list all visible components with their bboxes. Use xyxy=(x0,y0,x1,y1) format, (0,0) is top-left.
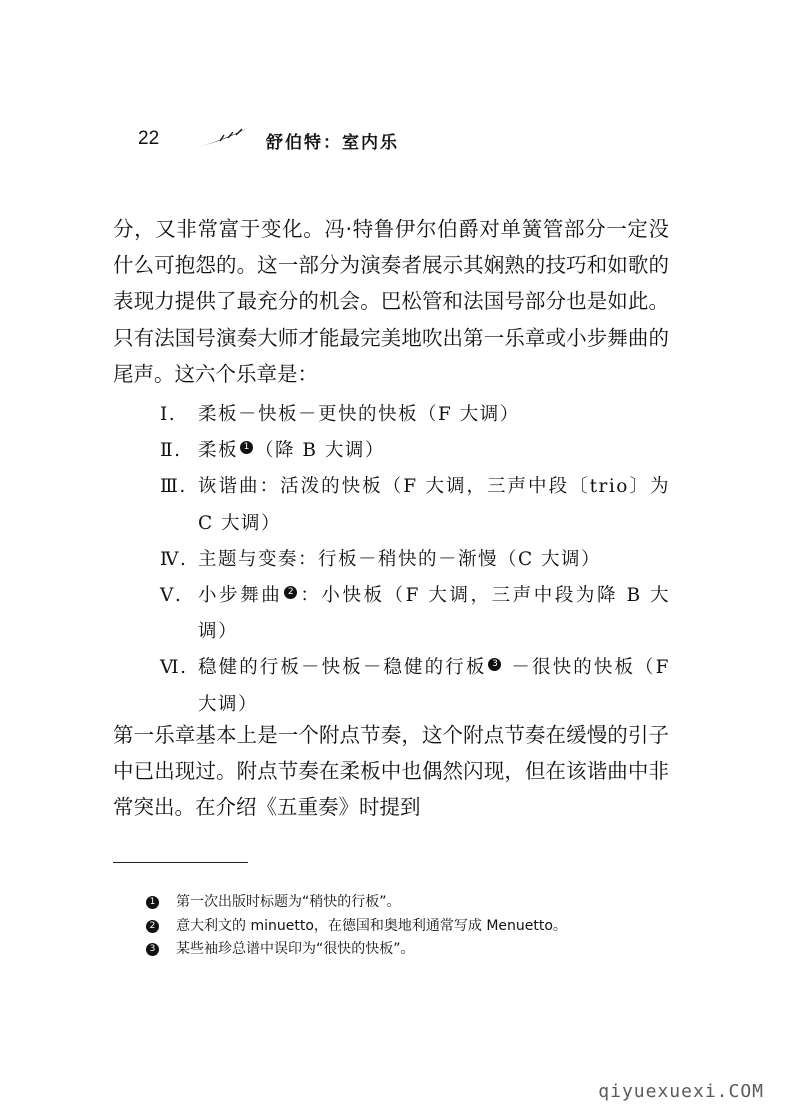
footnote-marker: 3 xyxy=(146,943,159,956)
movement-list xyxy=(160,397,670,723)
page-number: 22 xyxy=(138,128,160,149)
movement-item xyxy=(160,397,670,433)
footnote-marker: 1 xyxy=(146,896,159,909)
page-header xyxy=(138,126,558,158)
movement-item xyxy=(160,542,670,578)
footnote-reference: 1 xyxy=(240,441,253,454)
footnote-item xyxy=(146,915,567,939)
movement-item xyxy=(160,650,670,722)
footnote-list xyxy=(146,891,567,962)
movement-item xyxy=(160,433,670,469)
movement-text: 柔板－快板－更快的快板（F 大调） xyxy=(198,404,520,425)
movement-text: 主题与变奏：行板－稍快的－渐慢（C 大调） xyxy=(198,548,602,570)
site-watermark: qiyuexuexi.COM xyxy=(598,1081,764,1102)
footnote-reference: 3 xyxy=(488,658,501,671)
quill-icon xyxy=(200,126,250,148)
movement-numeral: Ⅳ. xyxy=(160,548,188,570)
movement-numeral: Ⅱ. xyxy=(160,440,182,462)
movement-text: 柔板 xyxy=(198,440,239,462)
movement-item xyxy=(160,578,670,650)
movement-numeral: Ⅴ. xyxy=(160,585,183,607)
running-title: 舒伯特：室内乐 xyxy=(266,133,399,153)
movement-numeral: Ⅵ. xyxy=(160,657,188,679)
movement-numeral: Ⅰ. xyxy=(160,404,177,425)
footnote-item xyxy=(146,891,567,915)
movement-text-after: ：小快板（F 大调，三声中段为降 B 大调） xyxy=(198,585,670,643)
footnote-item xyxy=(146,938,567,962)
footnote-text: 第一次出版时标题为“稍快的行板”。 xyxy=(176,894,401,910)
movement-text: 小步舞曲 xyxy=(198,585,283,607)
movement-item xyxy=(160,469,670,541)
movement-numeral: Ⅲ. xyxy=(160,476,187,498)
footnote-text: 意大利文的 minuetto，在德国和奥地利通常写成 Menuetto。 xyxy=(176,917,567,934)
footnote-text: 某些袖珍总谱中误印为“很快的快板”。 xyxy=(176,941,415,957)
footnote-divider xyxy=(113,862,248,863)
body-paragraph-1: 分，又非常富于变化。冯·特鲁伊尔伯爵对单簧管部分一定没什么可抱怨的。这一部分为演奏者展示其娴熟的技巧和如歌的表现力提供了最充分的机会。巴松管和法国号部分也是如此。只有法国号演奏大师才能最完美地吹出第一乐章或小步舞曲的尾声。这六个乐章是： xyxy=(113,217,669,386)
body-paragraph-2: 第一乐章基本上是一个附点节奏，这个附点节奏在缓慢的引子中已出现过。附点节奏在柔板中也偶然闪现，但在该谐曲中非常突出。在介绍《五重奏》时提到 xyxy=(113,723,669,820)
footnote-marker: 2 xyxy=(146,920,159,933)
movement-text: 诙谐曲：活泼的快板（F 大调，三声中段〔trio〕为 C 大调） xyxy=(198,476,670,534)
movement-text-after: （降 B 大调） xyxy=(255,440,385,462)
footnote-reference: 2 xyxy=(284,586,297,599)
movement-text-after: －很快的快板（F 大调） xyxy=(198,657,670,715)
movement-text: 稳健的行板－快板－稳健的行板 xyxy=(198,657,487,679)
